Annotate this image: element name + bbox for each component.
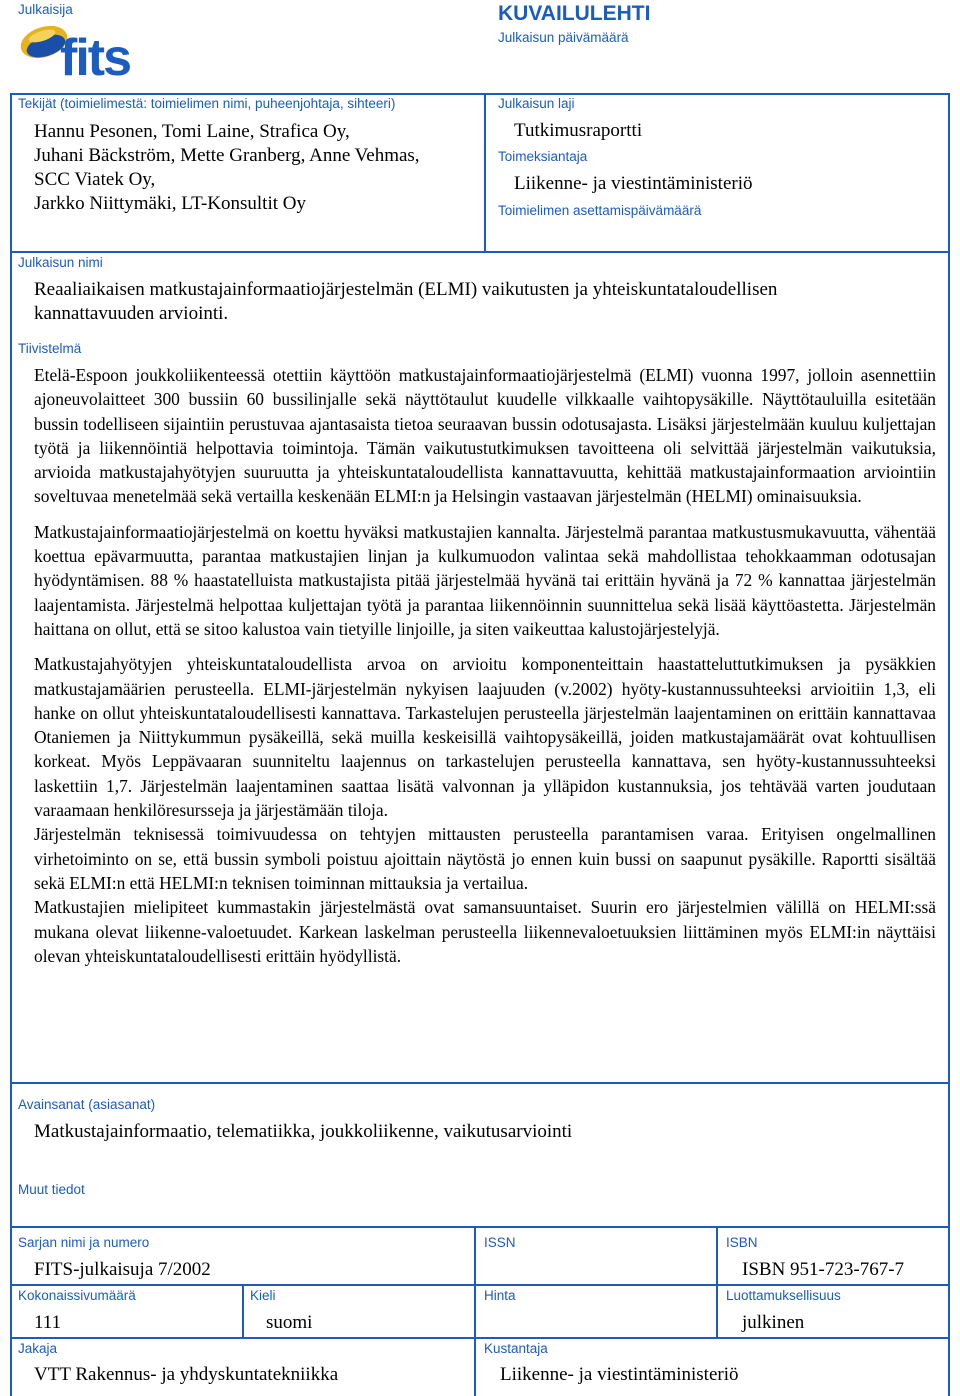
authors-label: Tekijät (toimielimestä: toimielimen nimi, puheenjohtaja, sihteeri) bbox=[18, 96, 396, 111]
abstract-body bbox=[34, 363, 936, 968]
abstract-paragraph: Matkustajainformaatiojärjestelmä on koettu hyväksi matkustajien kannalta. Järjestelmä parantaa matkustusmukavuutta, vähentää koettua epävarmuutta, parantaa matkustajien linjan ja kulkumuodon valintaa sekä mahdollistaa tehokkaamman odotusajan hyödyntämisen. 88 % haastatelluista matkustajista pitää järjestelmää hyvänä tai erittäin hyvänä ja 72 % kannattaa järjestelmän laajentamista. Järjestelmä helpottaa kuljettajan työtä ja parantaa liikennöinnin suunnittelua sekä lisää käyttöastetta. Järjestelmän haittana on ollut, että se sitoo kalustoa vain tietyille linjoille, ja siten vaikeuttaa kalustojärjestelyjä. bbox=[34, 521, 936, 639]
rule-details-col-2 bbox=[474, 1226, 476, 1396]
abstract-paragraph: Etelä-Espoon joukkoliikenteessä otettiin käyttöön matkustajainformaatiojärjestelmä (ELMI) vuonna 1997, jolloin asennettiin ajoneuvolaitteet 300 bussiin 60 bussilinjalle sekä näyttötaulut kuudelle vilkkaalle vaihtopysäkille. Näyttötauluilla esitetään bussin todelliseen sijaintiin perustuvaa ajantasaista tietoa seuraavan bussin odotusajasta. Lisäksi järjestelmään kuuluu kuljettajan työtä ja liikennöintiä helpottavia toimintoja. Tämän vaikutustutkimuksen tavoitteena oli selvittää järjestelmän vaikutuksia, arvioida matkustajahyötyjen suuruutta ja yhteiskuntataloudellista kannattavuutta, kehittää matkustajainformaation arviointiin soveltuvaa menetelmää sekä vertailla keskenään ELMI:n ja Helsingin vastaavan järjestelmän (HELMI) ominaisuuksia. bbox=[34, 365, 936, 507]
rule-details-1 bbox=[10, 1284, 950, 1286]
fits-logo bbox=[18, 20, 138, 90]
fits-logo-text: fits bbox=[60, 29, 130, 87]
price-label: Hinta bbox=[484, 1288, 516, 1303]
rule-header-split bbox=[484, 93, 486, 251]
commissioner-value: Liikenne- ja viestintäministeriö bbox=[514, 173, 753, 194]
rule-left bbox=[10, 93, 12, 1396]
page-count-label: Kokonaissivumäärä bbox=[18, 1288, 136, 1303]
committee-date-label: Toimielimen asettamispäivämäärä bbox=[498, 203, 702, 218]
abstract-label: Tiivistelmä bbox=[18, 341, 82, 356]
keywords-value: Matkustajainformaatio, telematiikka, joukkoliikenne, vaikutusarviointi bbox=[34, 1121, 573, 1142]
publication-name-label: Julkaisun nimi bbox=[18, 255, 103, 270]
commissioner-label: Toimeksiantaja bbox=[498, 149, 588, 164]
rule-above-details bbox=[10, 1226, 950, 1228]
publication-date-label: Julkaisun päivämäärä bbox=[498, 30, 629, 45]
publication-name-line: kannattavuuden arviointi. bbox=[34, 303, 229, 324]
rule-details-col-kieli bbox=[242, 1284, 244, 1338]
isbn-label: ISBN bbox=[726, 1235, 758, 1250]
publication-type-value: Tutkimusraportti bbox=[514, 120, 643, 141]
rule-below-header bbox=[10, 251, 950, 253]
page-count-value: 111 bbox=[34, 1312, 62, 1333]
keywords-label: Avainsanat (asiasanat) bbox=[18, 1097, 156, 1112]
publication-type-label: Julkaisun laji bbox=[498, 96, 575, 111]
other-info-label: Muut tiedot bbox=[18, 1182, 85, 1197]
distributor-value: VTT Rakennus- ja yhdyskuntatekniikka bbox=[34, 1364, 339, 1385]
author-line: Jarkko Niittymäki, LT-Konsultit Oy bbox=[34, 193, 306, 214]
abstract-paragraph: Matkustajahyötyjen yhteiskuntataloudellista arvoa on arvioitu komponenteittain haastatteluttutkimuksen ja pysäkkien matkustajamäärien perusteella. ELMI-järjestelmän nykyisen laajuuden (v.2002) hyöty-kustannussuhteeksi arvioitiin 1,3, eli hanke on ollut yhteiskuntataloudellisesti kannattava. Tarkastelujen perusteella järjestelmän laajentaminen on erittäin kannattavaa Otaniemen ja Niittykummun pysäkeillä, sekä muilla keskeisillä vaihtopysäkeillä, joiden matkustajamäärät ovat kohtuullisen korkeat. Myös Leppävaaran suunniteltu laajennus on tarkastelujen perusteella kannattava, sen hyöty-kustannussuhteeksi laskettiin 1,7. Järjestelmän laajentaminen saattaa lisätä valvonnan ja ylläpidon kustannuksia, jos tehtävää varten joudutaan varaamaan henkilöresursseja ja järjestämään tiloja. bbox=[34, 654, 936, 821]
publisher-label: Julkaisija bbox=[18, 2, 73, 17]
abstract-paragraph: Matkustajien mielipiteet kummastakin järjestelmästä ovat samansuuntaiset. Suurin ero järjestelmien välillä on HELMI:ssä mukana olevat liikenne-valoetuudet. Karkean laskelman perusteella liikennevaloetuuksien liittäminen myös ELMI:in näyttäisi olevan yhteiskuntataloudellisesti erittäin hyödyllistä. bbox=[34, 897, 936, 966]
series-value: FITS-julkaisuja 7/2002 bbox=[34, 1259, 211, 1280]
language-label: Kieli bbox=[250, 1288, 276, 1303]
distributor-label: Jakaja bbox=[18, 1341, 58, 1356]
author-line: SCC Viatek Oy, bbox=[34, 169, 156, 190]
rule-right bbox=[948, 93, 950, 1396]
confidentiality-label: Luottamuksellisuus bbox=[726, 1288, 841, 1303]
language-value: suomi bbox=[266, 1312, 313, 1333]
document-type-title: KUVAILULEHTI bbox=[498, 2, 651, 25]
series-label: Sarjan nimi ja numero bbox=[18, 1235, 150, 1250]
rule-below-abstract bbox=[10, 1082, 950, 1084]
rule-top bbox=[10, 93, 950, 95]
confidentiality-value: julkinen bbox=[742, 1312, 805, 1333]
rule-details-col-3 bbox=[716, 1226, 718, 1338]
issn-label: ISSN bbox=[484, 1235, 516, 1250]
rule-details-2 bbox=[10, 1337, 950, 1339]
isbn-value: ISBN 951-723-767-7 bbox=[742, 1259, 905, 1280]
abstract-paragraph: Järjestelmän teknisessä toimivuudessa on tehtyjen mittausten perusteella parantamisen varaa. Erityisen ongelmallinen virhetoiminto on se, että bussin symboli poistuu ajoittain näytöstä jo ennen kuin bussi on saapunut pysäkille. Raportti sisältää sekä ELMI:n että HELMI:n teknisen toiminnan mittauksia ja vertailua. bbox=[34, 824, 936, 893]
bottom-publisher-label: Kustantaja bbox=[484, 1341, 548, 1356]
bottom-publisher-value: Liikenne- ja viestintäministeriö bbox=[500, 1364, 739, 1385]
author-line: Hannu Pesonen, Tomi Laine, Strafica Oy, bbox=[34, 121, 350, 142]
publication-name-line: Reaaliaikaisen matkustajainformaatiojärjestelmän (ELMI) vaikutusten ja yhteiskuntataloudellisen bbox=[34, 279, 778, 300]
author-line: Juhani Bäckström, Mette Granberg, Anne Vehmas, bbox=[34, 145, 420, 166]
